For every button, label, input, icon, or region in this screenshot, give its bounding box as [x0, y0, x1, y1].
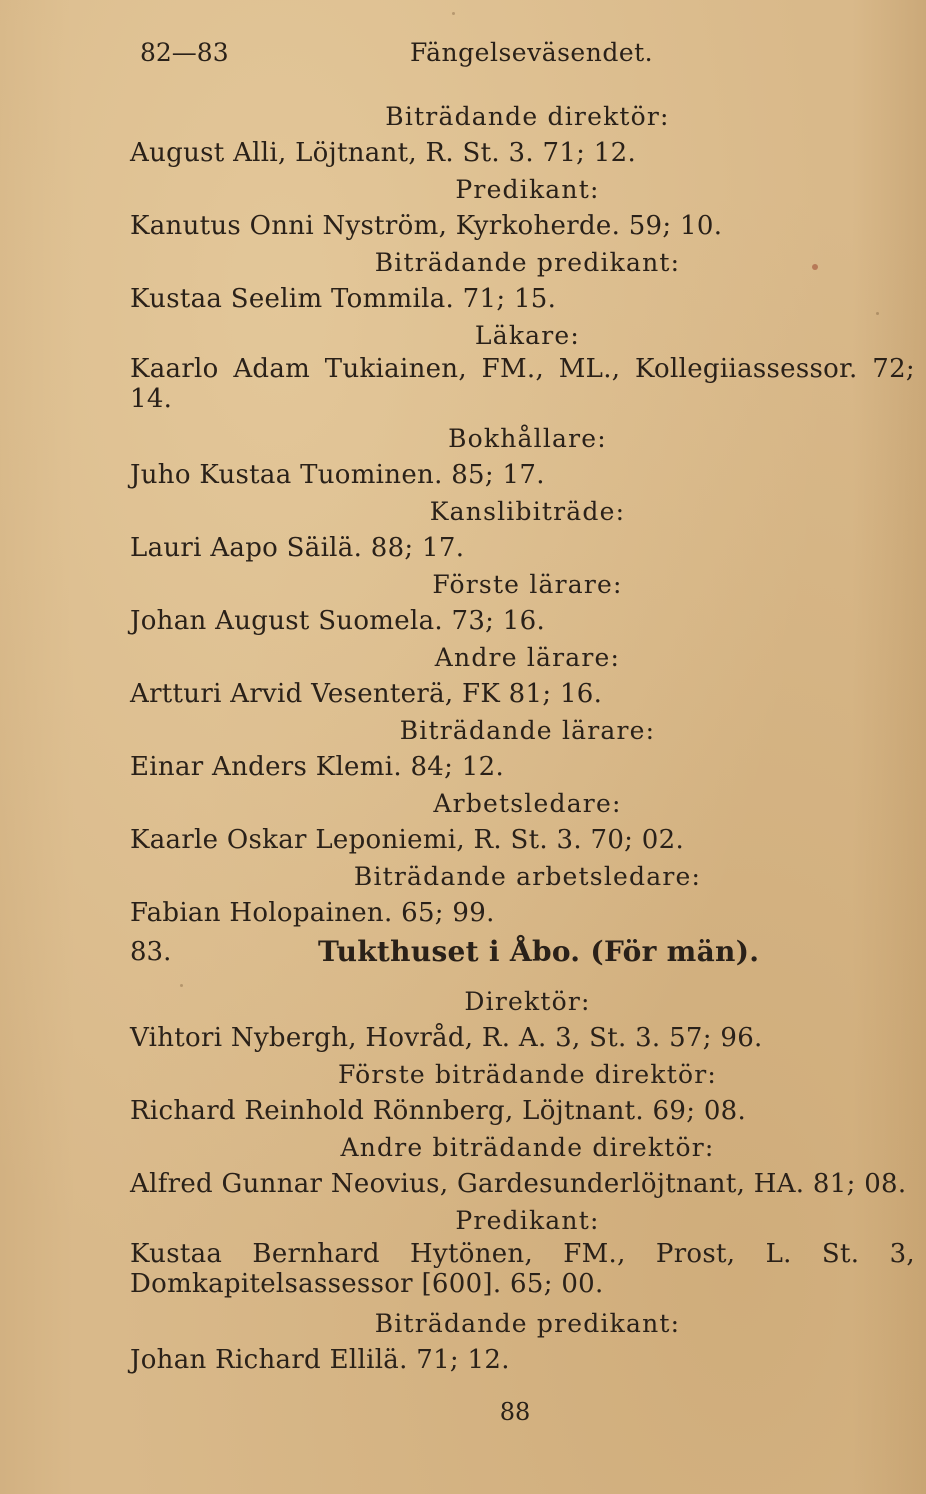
person-line: Kanutus Onni Nyström, Kyrkoherde. 59; 10.: [130, 211, 723, 241]
paper-speck: [452, 12, 455, 15]
section-number: 83.: [130, 937, 172, 967]
person-line: Alfred Gunnar Neovius, Gardesunderlöjtnant, HA. 81; 08.: [130, 1169, 907, 1199]
person-line: Lauri Aapo Säilä. 88; 17.: [130, 533, 465, 563]
paper-speck: [180, 984, 183, 987]
entry: [130, 1056, 915, 1129]
paper-speck: [876, 312, 879, 315]
role-heading: Biträdande predikant:: [374, 1309, 681, 1338]
running-head: [0, 38, 926, 78]
entry: [130, 98, 915, 171]
person-line: Vihtori Nybergh, Hovråd, R. A. 3, St. 3. 57; 96.: [130, 1023, 763, 1053]
role-heading: Andre biträdande direktör:: [340, 1133, 715, 1162]
page-body: [130, 98, 915, 1378]
entry: [130, 566, 915, 639]
role-heading: Biträdande direktör:: [385, 102, 670, 131]
role-heading: Arbetsledare:: [433, 789, 622, 818]
section-heading: [130, 933, 915, 977]
role-heading: Förste lärare:: [432, 570, 623, 599]
entry: [130, 493, 915, 566]
entry: [130, 1202, 915, 1305]
entry: [130, 639, 915, 712]
person-line: Kaarle Oskar Leponiemi, R. St. 3. 70; 02.: [130, 825, 685, 855]
entry: [130, 785, 915, 858]
role-heading: Direktör:: [464, 987, 591, 1016]
role-heading: Förste biträdande direktör:: [337, 1060, 718, 1089]
running-title: Fängelseväsendet.: [410, 38, 654, 67]
role-heading: Biträdande predikant:: [374, 248, 681, 277]
entry: [130, 171, 915, 244]
page-number: 88: [499, 1398, 531, 1426]
person-line: Kustaa Seelim Tommila. 71; 15.: [130, 284, 557, 314]
person-line: Kaarlo Adam Tukiainen, FM., ML., Kollegiiassessor. 72; 14.: [130, 354, 915, 414]
person-line: Richard Reinhold Rönnberg, Löjtnant. 69; 08.: [130, 1096, 747, 1126]
role-heading: Kanslibiträde:: [429, 497, 626, 526]
role-heading: Läkare:: [474, 321, 581, 350]
entry: [130, 983, 915, 1056]
entry: [130, 317, 915, 420]
role-heading: Biträdande lärare:: [399, 716, 656, 745]
person-line: Johan August Suomela. 73; 16.: [130, 606, 546, 636]
entry: [130, 858, 915, 931]
entry: [130, 712, 915, 785]
person-line: August Alli, Löjtnant, R. St. 3. 71; 12.: [130, 138, 637, 168]
paper-speck: [812, 264, 818, 270]
role-heading: Bokhållare:: [448, 424, 607, 453]
entry: [130, 1129, 915, 1202]
person-line: Kustaa Bernhard Hytönen, FM., Prost, L. St. 3, Domkapitelsassessor [600]. 65; 00.: [130, 1239, 915, 1299]
section-title: Tukthuset i Åbo. (För män).: [318, 935, 760, 968]
role-heading: Predikant:: [455, 1206, 600, 1235]
person-line: Juho Kustaa Tuominen. 85; 17.: [130, 460, 545, 490]
role-heading: Biträdande arbetsledare:: [353, 862, 702, 891]
role-heading: Andre lärare:: [434, 643, 621, 672]
person-line: Artturi Arvid Vesenterä, FK 81; 16.: [130, 679, 603, 709]
person-line: Johan Richard Ellilä. 71; 12.: [130, 1345, 510, 1375]
entry: [130, 244, 915, 317]
entry: [130, 1305, 915, 1378]
person-line: Einar Anders Klemi. 84; 12.: [130, 752, 505, 782]
page-range: 82—83: [140, 38, 229, 67]
person-line: Fabian Holopainen. 65; 99.: [130, 898, 495, 928]
role-heading: Predikant:: [455, 175, 600, 204]
entry: [130, 420, 915, 493]
